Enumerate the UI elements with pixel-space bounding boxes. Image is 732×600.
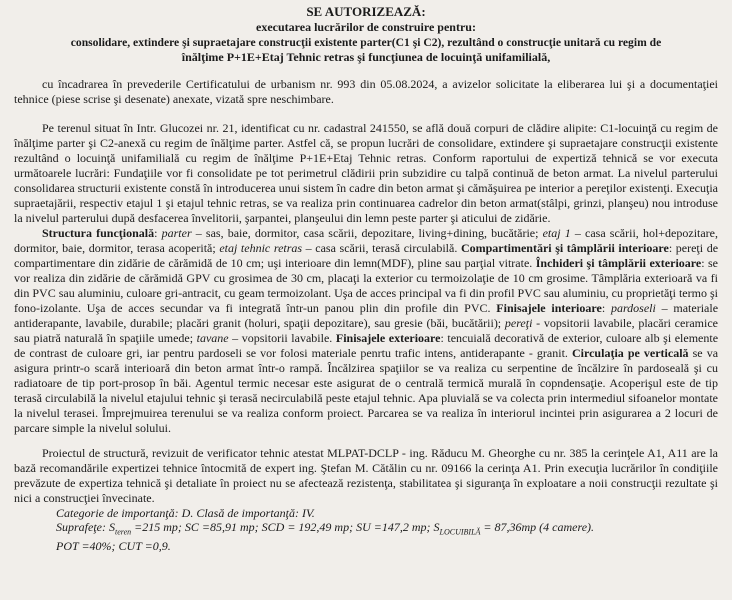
surfaces-line <box>14 520 718 539</box>
functional-structure-paragraph: Structura funcţională: parter – sas, baie, dormitor, casa scării, depozitare, living+dining, bucătărie; etaj 1 – casa scării, hol+depozitare, dormitor, baie, dormitor, terasa acoperită; etaj tehnic retras – casa scării, terasă circulabilă. Compartimentări şi tâmplării interioare: pereţi de compartimentare din zidărie de cărămidă de 10 cm; uşi interioare din lemn(MDF), pline sau parţial vitrate. Închideri şi tâmplării exterioare: se vor realiza din zidărie de cărămidă GPV cu grosimea de 30 cm, placaţi la exterior cu termoizolaţie de 10 cm grosime. Tâmplăria exterioară va fi din PVC sau aluminiu, culoare gri-antracit, cu geam termoizolant. Uşa de acces principal va fi din profil PVC sau aluminiu, cu proprietăţi termo şi fono-izolante. Uşa de acces secundar va fi integrată într-un panou plin din profile din PVC. Finisajele interioare: pardoseli – materiale antiderapante, lavabile, durabile; placări granit (holuri, spaţii depozitare), sau gresie (băi, bucătării); pereţi - vopsitorii lavabile, placări ceramice sau piatră naturală în spaţiile umede; tavane – vopsitorii lavabile. Finisajele exterioare: tencuială decorativă de exterior, culoare alb şi elemente de contrast de culoare gri, iar pentru pardoseli se vor folosi materiale penrtu trafic intens, antiderapante - granit. Circulaţia pe verticală se va asigura printr-o scară interioară din beton armat într-o rampă. Încălzirea spaţiilor se va realiza cu serpentine de încălzire în pardoseală şi cu radiatoare de tip port-prosop în băi. Agentul termic necesar este asigurat de o centrală termică murală în copndensaţie. Acoperişul este de tip terasă circulabilă la nivelul etajului tehnic şi terasă necirculabilă peste etajul tehnic. Apa pluvială se va colecta prin intermediul sifoanelor montate la nivelul terasei. Împrejmuirea terenului se va realiza conform proiect. Parcarea se va realiza în interiorul incintei prin asigurarea a 2 locuri de parcare simple la nivelul solului. <box>14 226 719 435</box>
etaj-text: – casa scării, hol+depozitare, dormitor, baie, dormitor, terasa acoperită; <box>14 226 719 255</box>
surfaces-suffix: = 87,36mp (4 camere). <box>480 520 595 534</box>
inchideri-text: : se vor realiza din zidărie de cărămidă GPV cu grosimea de 30 cm, placaţi la exterior cu termoizolaţie de 10 cm grosime. Tâmplăria exterioară va fi din PVC sau aluminiu, culoare gri-antracit, cu geam termoizolant. Uşa de acces principal va fi din profil PVC sau aluminiu, cu proprietăţi termo şi fono-izolante. Uşa de acces secundar va fi integrată într-un panou plin din profile din PVC. <box>14 256 719 315</box>
structura-functionala-label: Structura funcţională <box>42 226 155 240</box>
finisaje-exterioare-label: Finisajele exterioare <box>335 331 441 345</box>
surface-locuibila-sub: LOCUIBILĂ <box>439 527 481 537</box>
doc-title: SE AUTORIZEAZĂ: <box>306 4 426 19</box>
compartimentari-text: : pereţi de compartimentare din zidărie de cărămidă de 10 cm; uşi interioare din lemn(MDF), pline sau parţial vitrate. <box>14 241 719 270</box>
etaj-label: etaj 1 <box>542 226 571 240</box>
surfaces-prefix: Suprafeţe: S <box>56 520 115 534</box>
pot-cut-line: POT =40%; CUT =0,9. <box>56 539 171 554</box>
pardoseli-text: – materiale antiderapante, lavabile, durabile; placări granit (holuri, spaţii depozitare), sau gresie (băi, bucătării); <box>14 301 719 330</box>
circulatia-text: se va asigura printr-o scară interioară din beton armat într-o rampă. Încălzirea spaţiilor se va realiza cu serpentine de încălzire în pardoseală şi cu radiatoare de tip port-prosop în băi. Agentul termic necesar este asigurat de o centrală termică murală în copndensaţie. Acoperişul este de tip terasă circulabilă la nivelul etajului tehnic şi terasă necirculabilă peste etajul tehnic. Apa pluvială se va colecta prin intermediul sifoanelor montate la nivelul terasei. Împrejmuirea terenului se va realiza conform proiect. Parcarea se va realiza în interiorul incintei prin asigurarea a 2 locuri de parcare simple la nivelul solului. <box>14 346 719 435</box>
pereti-label: pereţi <box>504 316 533 330</box>
finisaje-interioare-label: Finisajele interioare <box>496 301 602 315</box>
importance-category: Categorie de importanţă: D. Clasă de importanţă: IV. <box>56 506 315 520</box>
etaj-tehnic-text: – casa scării, terasă circulabilă. <box>302 241 458 255</box>
parter-label: parter <box>161 226 192 240</box>
tavane-label: tavane <box>196 331 229 345</box>
surfaces-middle: =215 mp; SC =85,91 mp; SCD = 192,49 mp; SU =147,2 mp; S <box>131 520 440 534</box>
structural-project-paragraph: Proiectul de structură, revizuit de verificator tehnic atestat MLPAT-DCLP - ing. Răducu M. Gheorghe cu nr. 385 la cerinţele A1, A11 are la bază recomandările expertizei tehnice întocmită de expert ing. Ştefan M. Cătălin cu nr. 09166 la cerinţa A1. Prin execuţia lucrărilor în condiţiile prevăzute de expertiza tehnică şi detaliate în proiect nu se afectează rezistenţa, stabilitatea şi siguranţa în exploatare a noii construcţii rezultate şi nici a construcţiei învecinate. <box>14 446 718 505</box>
parter-text: – sas, baie, dormitor, casa scării, depozitare, living+dining, bucătărie; <box>191 226 539 240</box>
finisaje-exterioare-text: : tencuială decorativă de exterior, culoare alb şi elemente de contrast de culoare gri, iar pentru pardoseli se vor folosi materiale penrtu trafic intens, antiderapante - granit. <box>14 331 719 360</box>
pardoseli-label: pardoseli <box>610 301 656 315</box>
doc-subtitle-1: executarea lucrărilor de construire pentru: <box>256 20 476 34</box>
finisaje-interioare-sep: : <box>601 301 611 315</box>
tavane-text: – vopsitorii lavabile. <box>228 331 333 345</box>
site-description-paragraph: Pe terenul situat în Intr. Glucozei nr. 21, identificat cu nr. cadastral 241550, se află două corpuri de clădire alipite: C1-locuinţă cu regim de înălţime parter şi C2-anexă cu regim de înălţime parter. Astfel că, se propun lucrări de consolidare, extindere şi supraetajare construcţii existente rezultând o locuinţă unifamilială cu regim de înălţime P+1E+Etaj Tehnic retras. Conform raportului de expertiză tehnică se vor executa următoarele lucrări: Fundaţiile vor fi consolidate pe tot perimetrul clădirii prin subzidire cu talpă continuă de beton armat. La nivelul parterului consolidarea structurii existente constă în introducerea unui sistem în cadre din beton armat şi cămăşuirea pe interior a pereţilor existenţi. Execuţia supraetajării, respectiv etajul 1 şi etajul tehnic retras, se va realiza prin continuarea cadrelor din beton armat(stâlpi, grinzi, planşeu) nou introduse la nivelul parterului după desfacerea învelitorii, şarpantei, planşeului din lemn peste parter şi aticului de zidărie. <box>14 121 718 225</box>
doc-subtitle-3: înălţime P+1E+Etaj Tehnic retras şi funcţiunea de locuinţă unifamilială, <box>181 50 551 64</box>
pereti-text: - vopsitorii lavabile, placări ceramice sau piatră naturală în spaţiile umede; <box>14 316 718 345</box>
circulatia-label: Circulaţia pe verticală <box>572 346 689 360</box>
inchideri-label: Închideri şi tâmplării exterioare <box>535 256 702 270</box>
etaj-tehnic-label: etaj tehnic retras <box>219 241 303 255</box>
doc-subtitle-2: consolidare, extindere şi supraetajare construcţii existente parter(C1 şi C2), rezultând o construcţie unitară cu regim de <box>70 36 662 49</box>
surface-teren-sub: teren <box>115 527 132 537</box>
intro-paragraph: cu încadrarea în prevederile Certificatului de urbanism nr. 993 din 05.08.2024, a avizelor solicitate la eliberarea lui şi a documentaţiei tehnice (piese scrise şi desenate) anexate, vizată spre neschimbare. <box>14 77 718 106</box>
compartimentari-label: Compartimentări şi tâmplării interioare <box>460 241 669 255</box>
